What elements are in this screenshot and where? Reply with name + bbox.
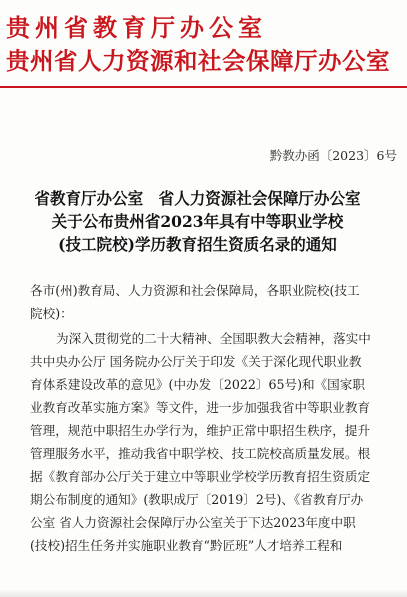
issuer-name-education-office: 贵州省教育厅办公室 (6, 13, 267, 42)
issuer-name-hr-office: 贵州省人力资源和社会保障厅办公室 (6, 47, 390, 75)
body-line: 期公布制度的通知》(教职成厅〔2019〕2号)、《省教育厅办 (30, 492, 364, 507)
body-line: 据《教育部办公厅关于建立中等职业学校学历教育招生资质定 (30, 469, 371, 484)
title-line-3: (技工院校)学历教育招生资质名录的通知 (58, 235, 337, 254)
body-line: 院校)： (30, 306, 73, 321)
body-line: 为深入贯彻党的二十大精神、全国职教大会精神，落实中 (56, 331, 371, 346)
document-number: 黔教办函〔2023〕6号 (269, 148, 397, 163)
body-line: 管理服务水平，推动我省中职学校、技工院校高质量发展。根 (30, 446, 371, 461)
body-line: 管理，规范中职招生办学行为，维护正常中职招生秩序，提升 (30, 423, 371, 438)
title-line-1: 省教育厅办公室 省人力资源社会保障厅办公室 (34, 189, 361, 208)
body-line: 公室 省人力资源社会保障厅办公室关于下达2023年度中职 (30, 515, 356, 530)
body-line: 育体系建设改革的意见》(中办发〔2022〕65号)和《国家职 (30, 377, 365, 392)
body-line: 共中央办公厅 国务院办公厅关于印发《关于深化现代职业教 (30, 354, 362, 369)
body-line: (技校)招生任务并实施职业教育“黔匠班”人才培养工程和 (30, 538, 343, 553)
page-bottom-edge (0, 589, 407, 597)
red-header-rule (0, 86, 407, 88)
body-line: 业教育改革实施方案》等文件，进一步加强我省中等职业教育 (30, 400, 371, 415)
title-line-2: 关于公布贵州省2023年具有中等职业学校 (51, 212, 344, 231)
body-line: 各市(州)教育局、人力资源和社会保障局，各职业院校(技工 (30, 283, 360, 298)
